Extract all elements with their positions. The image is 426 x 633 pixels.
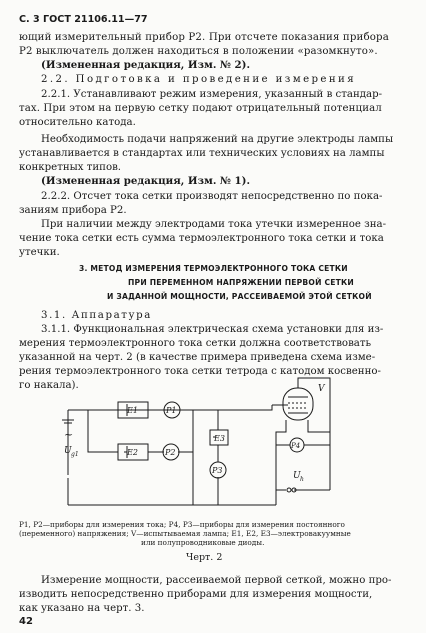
label-e2: E2 [127,448,138,457]
figure-label: Черт. 2 [186,552,223,563]
wire-plate [298,378,330,432]
page-header: С. 3 ГОСТ 21106.11—77 [19,14,148,25]
figure-caption-line: (переменного) напряжения; V—испытываемая лампа; E1, E2, E3—электровакуумные [19,529,351,538]
label-e3: E3 [214,434,225,443]
label-e1: E1 [127,406,138,415]
body-line: 2.2.1. Устанавливают режим измерения, указанный в стандар- [41,89,383,100]
label-uh-sub: h [300,476,304,483]
label-p4: P4 [291,442,301,450]
body-line: Р2 выключатель должен находиться в положении «разомкнуто». [19,46,378,57]
body-line: относительно катода. [19,117,136,128]
body-line: утечки. [19,247,60,258]
section-title-line: ПРИ ПЕРЕМЕННОМ НАПРЯЖЕНИИ ПЕРВОЙ СЕТКИ [128,278,354,287]
body-line: чение тока сетки есть сумма термоэлектронного тока сетки и тока [19,233,384,244]
wire-heater-right [308,420,330,490]
amendment-note: (Измененная редакция, Изм. № 2). [41,59,251,71]
section-title-line: И ЗАДАННОЙ МОЩНОСТИ, РАССЕИВАЕМОЙ ЭТОЙ СЕТКОЙ [107,292,372,301]
label-ug-sub: g1 [71,451,79,458]
body-line: ющий измерительный прибор Р2. При отсчете показания прибора [19,32,389,43]
body-line: При наличии между электродами тока утечки измеренное зна- [41,219,387,230]
terminal-uh-left [287,488,291,492]
label-p1: P1 [166,406,177,415]
body-line: как указано на черт. 3. [19,603,145,614]
lamp-v-icon [272,388,313,420]
body-line: рения термоэлектронного тока сетки тетрода с катодом косвенно- [19,366,381,377]
figure-caption-line: или полупроводниковые диоды. [141,538,265,547]
wire-heater-left [276,420,286,505]
body-line: мерения термоэлектронного тока сетки должна соответствовать [19,338,372,349]
label-ac: ~ [64,428,74,441]
subsection-heading: 3.1. Аппаратура [41,310,152,321]
body-line: го накала). [19,380,79,391]
subsection-heading: 2.2. Подготовка и проведение измерения [41,74,357,85]
body-line: заниям прибора Р2. [19,205,127,216]
body-line: 2.2.2. Отсчет тока сетки производят непосредственно по пока- [41,191,383,202]
body-line: тах. При этом на первую сетку подают отрицательный потенциал [19,103,382,114]
section-title-line: 3. МЕТОД ИЗМЕРЕНИЯ ТЕРМОЭЛЕКТРОННОГО ТОКА СЕТКИ [79,264,348,273]
body-line: изводить непосредственно приборами для измерения мощности, [19,589,373,600]
body-line: конкретных типов. [19,162,122,173]
label-p3: P3 [212,466,223,475]
body-line: указанной на черт. 2 (в качестве примера приведена схема изме- [19,352,376,363]
label-v: V [318,384,325,394]
label-p2: P2 [165,448,176,457]
body-line: 3.1.1. Функциональная электрическая схема установки для из- [41,324,384,335]
amendment-note: (Измененная редакция, Изм. № 1). [41,175,251,187]
body-line: Необходимость подачи напряжений на другие электроды лампы [41,134,394,145]
body-line: устанавливается в стандартах или технических условиях на лампы [19,148,385,159]
page-number: 42 [19,616,33,627]
label-ug: U [64,446,72,456]
body-line: Измерение мощности, рассеиваемой первой сеткой, можно про- [41,575,392,586]
figure-caption-line: P1, P2—приборы для измерения тока; P4, P3—приборы для измерения постоянного [19,520,345,529]
label-uh: U [293,471,301,481]
